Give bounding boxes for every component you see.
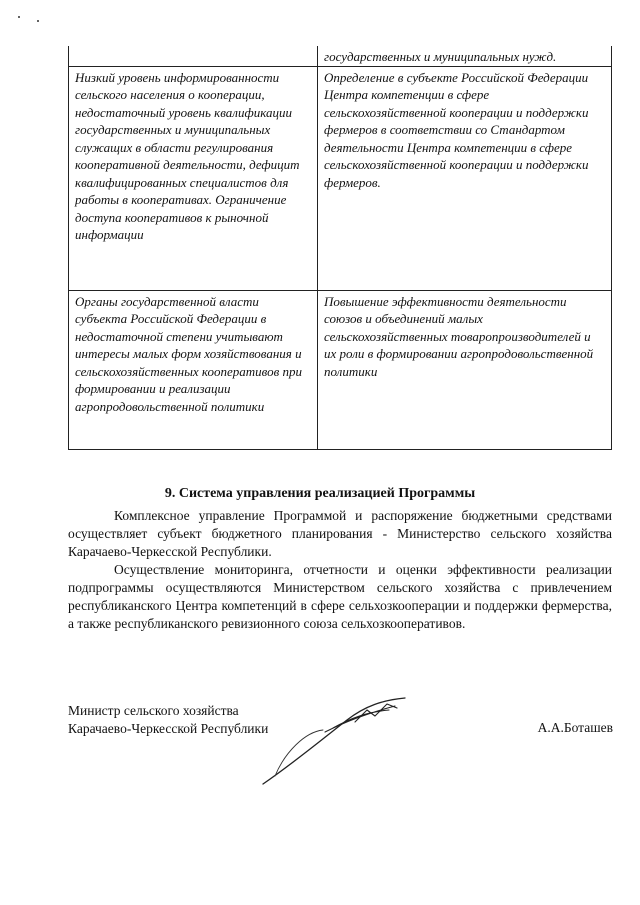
- handwritten-signature: [255, 692, 415, 792]
- paragraph: Комплексное управление Программой и распоряжение бюджетными средствами осуществляет субъект бюджетного планирования - Министерство сельского хозяйства Карачаево-Черкесской Республики.: [68, 508, 612, 559]
- paragraph: Осуществление мониторинга, отчетности и оценки эффективности реализации подпрограммы осуществляются Министерством сельского хозяйства с привлечением республиканского Центра компетенций в сфере сельхозкооперации и поддержки фермерства, а также республиканского ревизионного союза сельхозкооперативов.: [68, 562, 612, 631]
- table-cell-problem: Низкий уровень информированности сельского населения о кооперации, недостаточный уровень квалификации государственных и муниципальных служащих в области регулирования кооперативной деятельности, дефицит квалифицированных специалистов для работы в кооперативах. Ограничение доступа кооперативов к рыночной информации: [69, 66, 318, 290]
- table-row: [69, 66, 612, 290]
- signatory-title-line: Карачаево-Черкесской Республики: [68, 721, 269, 736]
- signatory-name: А.А.Боташев: [537, 720, 613, 735]
- problems-measures-table: [68, 46, 612, 450]
- table-cell-measure: Повышение эффективности деятельности союзов и объединений малых сельскохозяйственных товаропроизводителей и их роли в формировании агропродовольственной политики: [318, 290, 612, 449]
- signatory-title-line: Министр сельского хозяйства: [68, 703, 239, 718]
- section-heading: 9. Система управления реализацией Программы: [164, 486, 476, 501]
- table-cell-measure: Определение в субъекте Российской Федерации Центра компетенции в сфере сельскохозяйственной кооперации и поддержки фермеров в соответствии со Стандартом деятельности Центра компетенции в сфере сельскохозяйственной кооперации и поддержки фермеров.: [318, 66, 612, 290]
- table-row: [69, 46, 612, 66]
- table-cell-top-right: государственных и муниципальных нужд.: [318, 46, 612, 66]
- table-cell-top-left: [69, 46, 318, 66]
- table-cell-problem: Органы государственной власти субъекта Российской Федерации в недостаточной степени учитывают интересы малых форм хозяйствования и сельскохозяйственных кооперативов при формировании и реализации агропродовольственной политики: [69, 290, 318, 449]
- table-row: [69, 290, 612, 449]
- signatory-title: [68, 702, 268, 738]
